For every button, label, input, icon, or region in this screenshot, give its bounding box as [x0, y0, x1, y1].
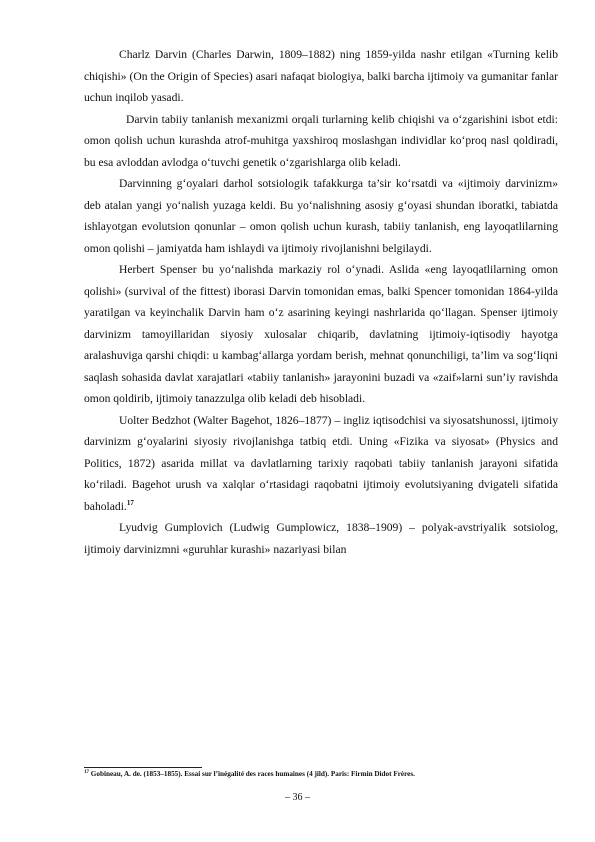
paragraph-bagehot — [84, 410, 558, 518]
footnote-reference[interactable]: 17 — [126, 498, 134, 507]
paragraph-darwin: Charlz Darvin (Charles Darwin, 1809–1882) ning 1859-yilda nashr etilgan «Turning kelib chiqishi» (On the Origin of Species) asari nafaqat biologiya, balki barcha ijtimoiy va gumanitar fanlar uchun inqilob yasadi. — [84, 48, 558, 104]
page-body — [84, 44, 558, 560]
footnote-number: 17 — [84, 770, 89, 775]
page-number: – 36 – — [285, 792, 310, 803]
paragraph-natural-selection: Darvin tabiiy tanlanish mexanizmi orqali turlarning kelib chiqishi va o‘zgarishini isbot etdi: omon qolish uchun kurashda atrof-muhitga yaxshiroq moslashgan individlar ko‘proq nasl qoldiradi, bu esa avloddan avlodga o‘tuvchi genetik o‘zgarishlarga olib keladi. — [84, 112, 558, 169]
paragraph-bagehot-text: Uolter Bedzhot (Walter Bagehot, 1826–1877) – ingliz iqtisodchisi va siyosatshunossi, ijtimoiy darvinizm g‘oyalarini siyosiy rivojlanishga tatbiq etdi. Uning «Fizika va siyosat» (Physics and Politics, 1872) asarida millat va davlatlarning tarixiy raqobati tabiiy tanlanish jarayoni sifatida ko‘riladi. Bagehot urush va xalqlar o‘rtasidagi raqobatni ijtimoiy evolutsiyaning dvigateli sifatida baholadi. — [84, 413, 558, 513]
footnote-text: Gobineau, A. de. (1853–1855). Essai sur l’inégalité des races humaines (4 jild). Paris: Firmin Didot Frères. — [90, 770, 415, 778]
footnote-divider — [84, 767, 202, 768]
paragraph-spencer: Herbert Spenser bu yo‘nalishda markaziy rol o‘ynadi. Aslida «eng layoqatlilarning omon qolishi» (survival of the fittest) iborasi Darvin tomonidan emas, balki Spencer tomonidan 1864-yilda yaratilgan va keyinchalik Darvin ham o‘z asarining keyingi nashrlarida qo‘llagan. Spenser ijtimoiy darvinizm tamoyillaridan siyosiy xulosalar chiqarib, davlatning ijtimoiy-iqtisodiy hayotga aralashuviga qarshi chiqdi: u kambag‘allarga yordam berish, mehnat qonunchiligi, ta’lim va sog‘liqni saqlash sohasida davlat xarajatlari «tabiiy tanlanish» jarayonini buzadi va «zaif»larni sun’iy ravishda omon qoldirib, ijtimoiy tanazzulga olib keladi deb hisobladi. — [84, 263, 558, 405]
paragraph-social-darwinism: Darvinning g‘oyalari darhol sotsiologik tafakkurga ta’sir ko‘rsatdi va «ijtimoiy darvinizm» deb atalan yangi yo‘nalish yuzaga keldi. Bu yo‘nalishning asosiy g‘oyasi shundan iboratki, tabiatda ishlayotgan evolutsion qonunlar – omon qolish uchun kurash, tabiiy tanlanish, eng layoqatlilarning omon qolishi – jamiyatda ham ishlaydi va ijtimoiy rivojlanishni belgilaydi. — [84, 177, 558, 255]
footnote — [84, 770, 558, 779]
paragraph-gumplowicz: Lyudvig Gumplovich (Ludwig Gumplowicz, 1838–1909) – polyak-avstriyalik sotsiolog, ijtimoiy darvinizmni «guruhlar kurashi» nazariyasi bilan — [84, 521, 558, 556]
